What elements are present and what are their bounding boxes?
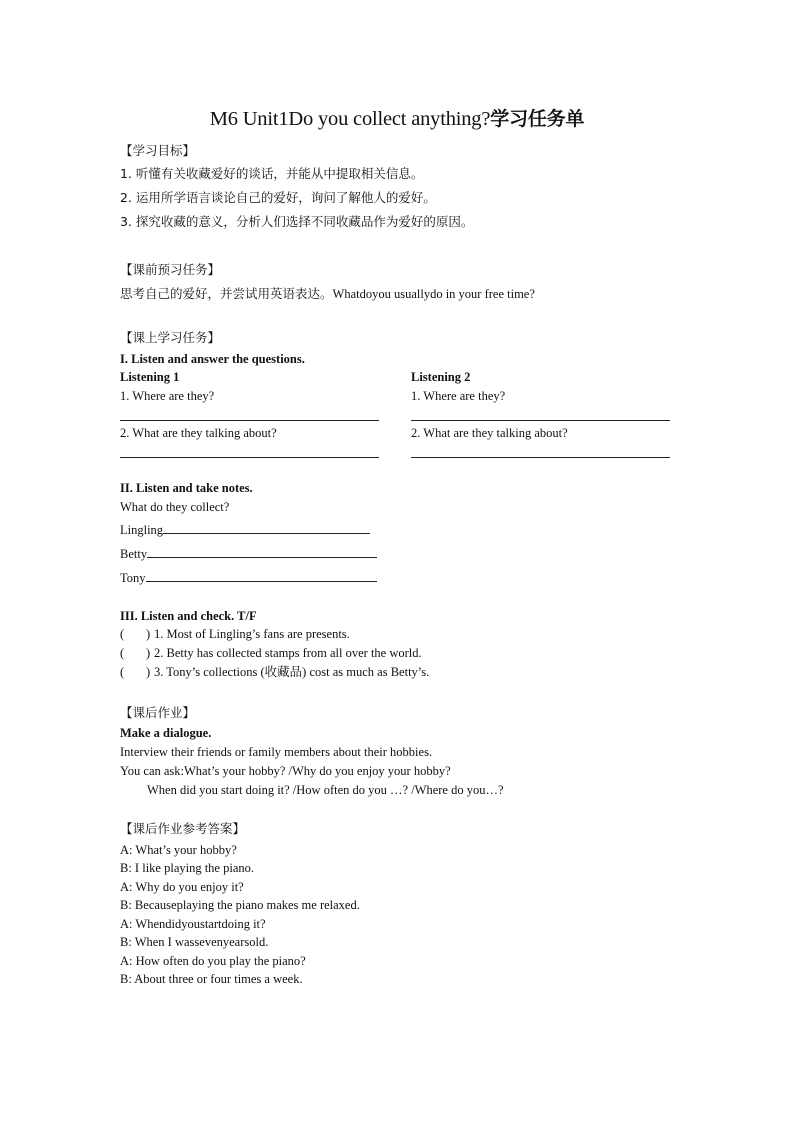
listening2-answer-line-1[interactable] xyxy=(411,420,670,421)
listening2-q2: 2. What are they talking about? xyxy=(411,426,568,440)
preview-text-en: Whatdoyou usuallydo in your free time? xyxy=(332,287,535,301)
answer-line-8: B: About three or four times a week. xyxy=(120,972,303,986)
notes-row-tony xyxy=(120,569,377,586)
listening1-label: Listening 1 xyxy=(120,370,180,384)
answer-line-2: B: I like playing the piano. xyxy=(120,861,255,875)
tf-answer-box-2[interactable]: ( ) xyxy=(120,646,151,660)
preview-text-cn: 思考自己的爱好，并尝试用英语表达。 xyxy=(120,286,333,301)
tf-item-2 xyxy=(120,645,422,661)
answer-line-5: A: Whendidyoustartdoing it? xyxy=(120,917,266,931)
part2-title: II. Listen and take notes. xyxy=(120,481,253,495)
tf-statement-2: 2. Betty has collected stamps from all over the world. xyxy=(154,646,422,660)
notes-blank-tony[interactable] xyxy=(146,569,377,582)
answer-line-3: A: Why do you enjoy it? xyxy=(120,880,244,894)
listening1-q1: 1. Where are they? xyxy=(120,389,215,403)
page-title-en: M6 Unit1Do you collect anything? xyxy=(209,108,491,130)
preview-heading: 【课前预习任务】 xyxy=(120,262,221,277)
goal-item-2: 2. 运用所学语言谈论自己的爱好，询问了解他人的爱好。 xyxy=(120,190,436,205)
notes-blank-lingling[interactable] xyxy=(163,521,370,534)
goal-item-3: 3. 探究收藏的意义，分析人们选择不同收藏品作为爱好的原因。 xyxy=(120,214,474,229)
goal-item-1: 1. 听懂有关收藏爱好的谈话，并能从中提取相关信息。 xyxy=(120,166,424,181)
listening1-q2: 2. What are they talking about? xyxy=(120,426,277,440)
notes-name-betty: Betty xyxy=(120,547,148,561)
page-title xyxy=(0,104,794,131)
homework-title: Make a dialogue. xyxy=(120,726,212,740)
answers-heading: 【课后作业参考答案】 xyxy=(120,821,246,836)
listening2-answer-line-2[interactable] xyxy=(411,457,670,458)
listening1-answer-line-1[interactable] xyxy=(120,420,379,421)
tf-answer-box-3[interactable]: ( ) xyxy=(120,665,151,679)
homework-line-1: Interview their friends or family members about their hobbies. xyxy=(120,745,433,759)
tf-statement-3: 3. Tony’s collections (收藏品) cost as much as Betty’s. xyxy=(154,665,430,679)
listening2-q1: 1. Where are they? xyxy=(411,389,506,403)
part3-title: III. Listen and check. T/F xyxy=(120,609,257,623)
notes-blank-betty[interactable] xyxy=(147,545,377,558)
notes-row-betty xyxy=(120,545,377,562)
goals-heading: 【学习目标】 xyxy=(120,143,196,158)
answer-line-7: A: How often do you play the piano? xyxy=(120,954,306,968)
homework-line-2: You can ask:What’s your hobby? /Why do you enjoy your hobby? xyxy=(120,764,451,778)
tf-statement-1: 1. Most of Lingling’s fans are presents. xyxy=(154,627,350,641)
homework-heading: 【课后作业】 xyxy=(120,705,196,720)
answer-line-1: A: What’s your hobby? xyxy=(120,843,237,857)
page-title-cn: 学习任务单 xyxy=(490,108,585,130)
notes-name-lingling: Lingling xyxy=(120,523,164,537)
notes-name-tony: Tony xyxy=(120,571,146,585)
tf-item-3 xyxy=(120,664,429,680)
homework-line-3: When did you start doing it? /How often do you …? /Where do you…? xyxy=(147,783,504,797)
class-tasks-heading: 【课上学习任务】 xyxy=(120,330,221,345)
tf-item-1 xyxy=(120,626,350,642)
tf-answer-box-1[interactable]: ( ) xyxy=(120,627,151,641)
part1-title: I. Listen and answer the questions. xyxy=(120,352,305,366)
answer-line-4: B: Becauseplaying the piano makes me relaxed. xyxy=(120,898,360,912)
answer-line-6: B: When I wassevenyearsold. xyxy=(120,935,269,949)
listening1-answer-line-2[interactable] xyxy=(120,457,379,458)
notes-row-lingling xyxy=(120,521,370,538)
preview-text xyxy=(120,286,535,302)
part2-prompt: What do they collect? xyxy=(120,500,230,514)
listening2-label: Listening 2 xyxy=(411,370,471,384)
